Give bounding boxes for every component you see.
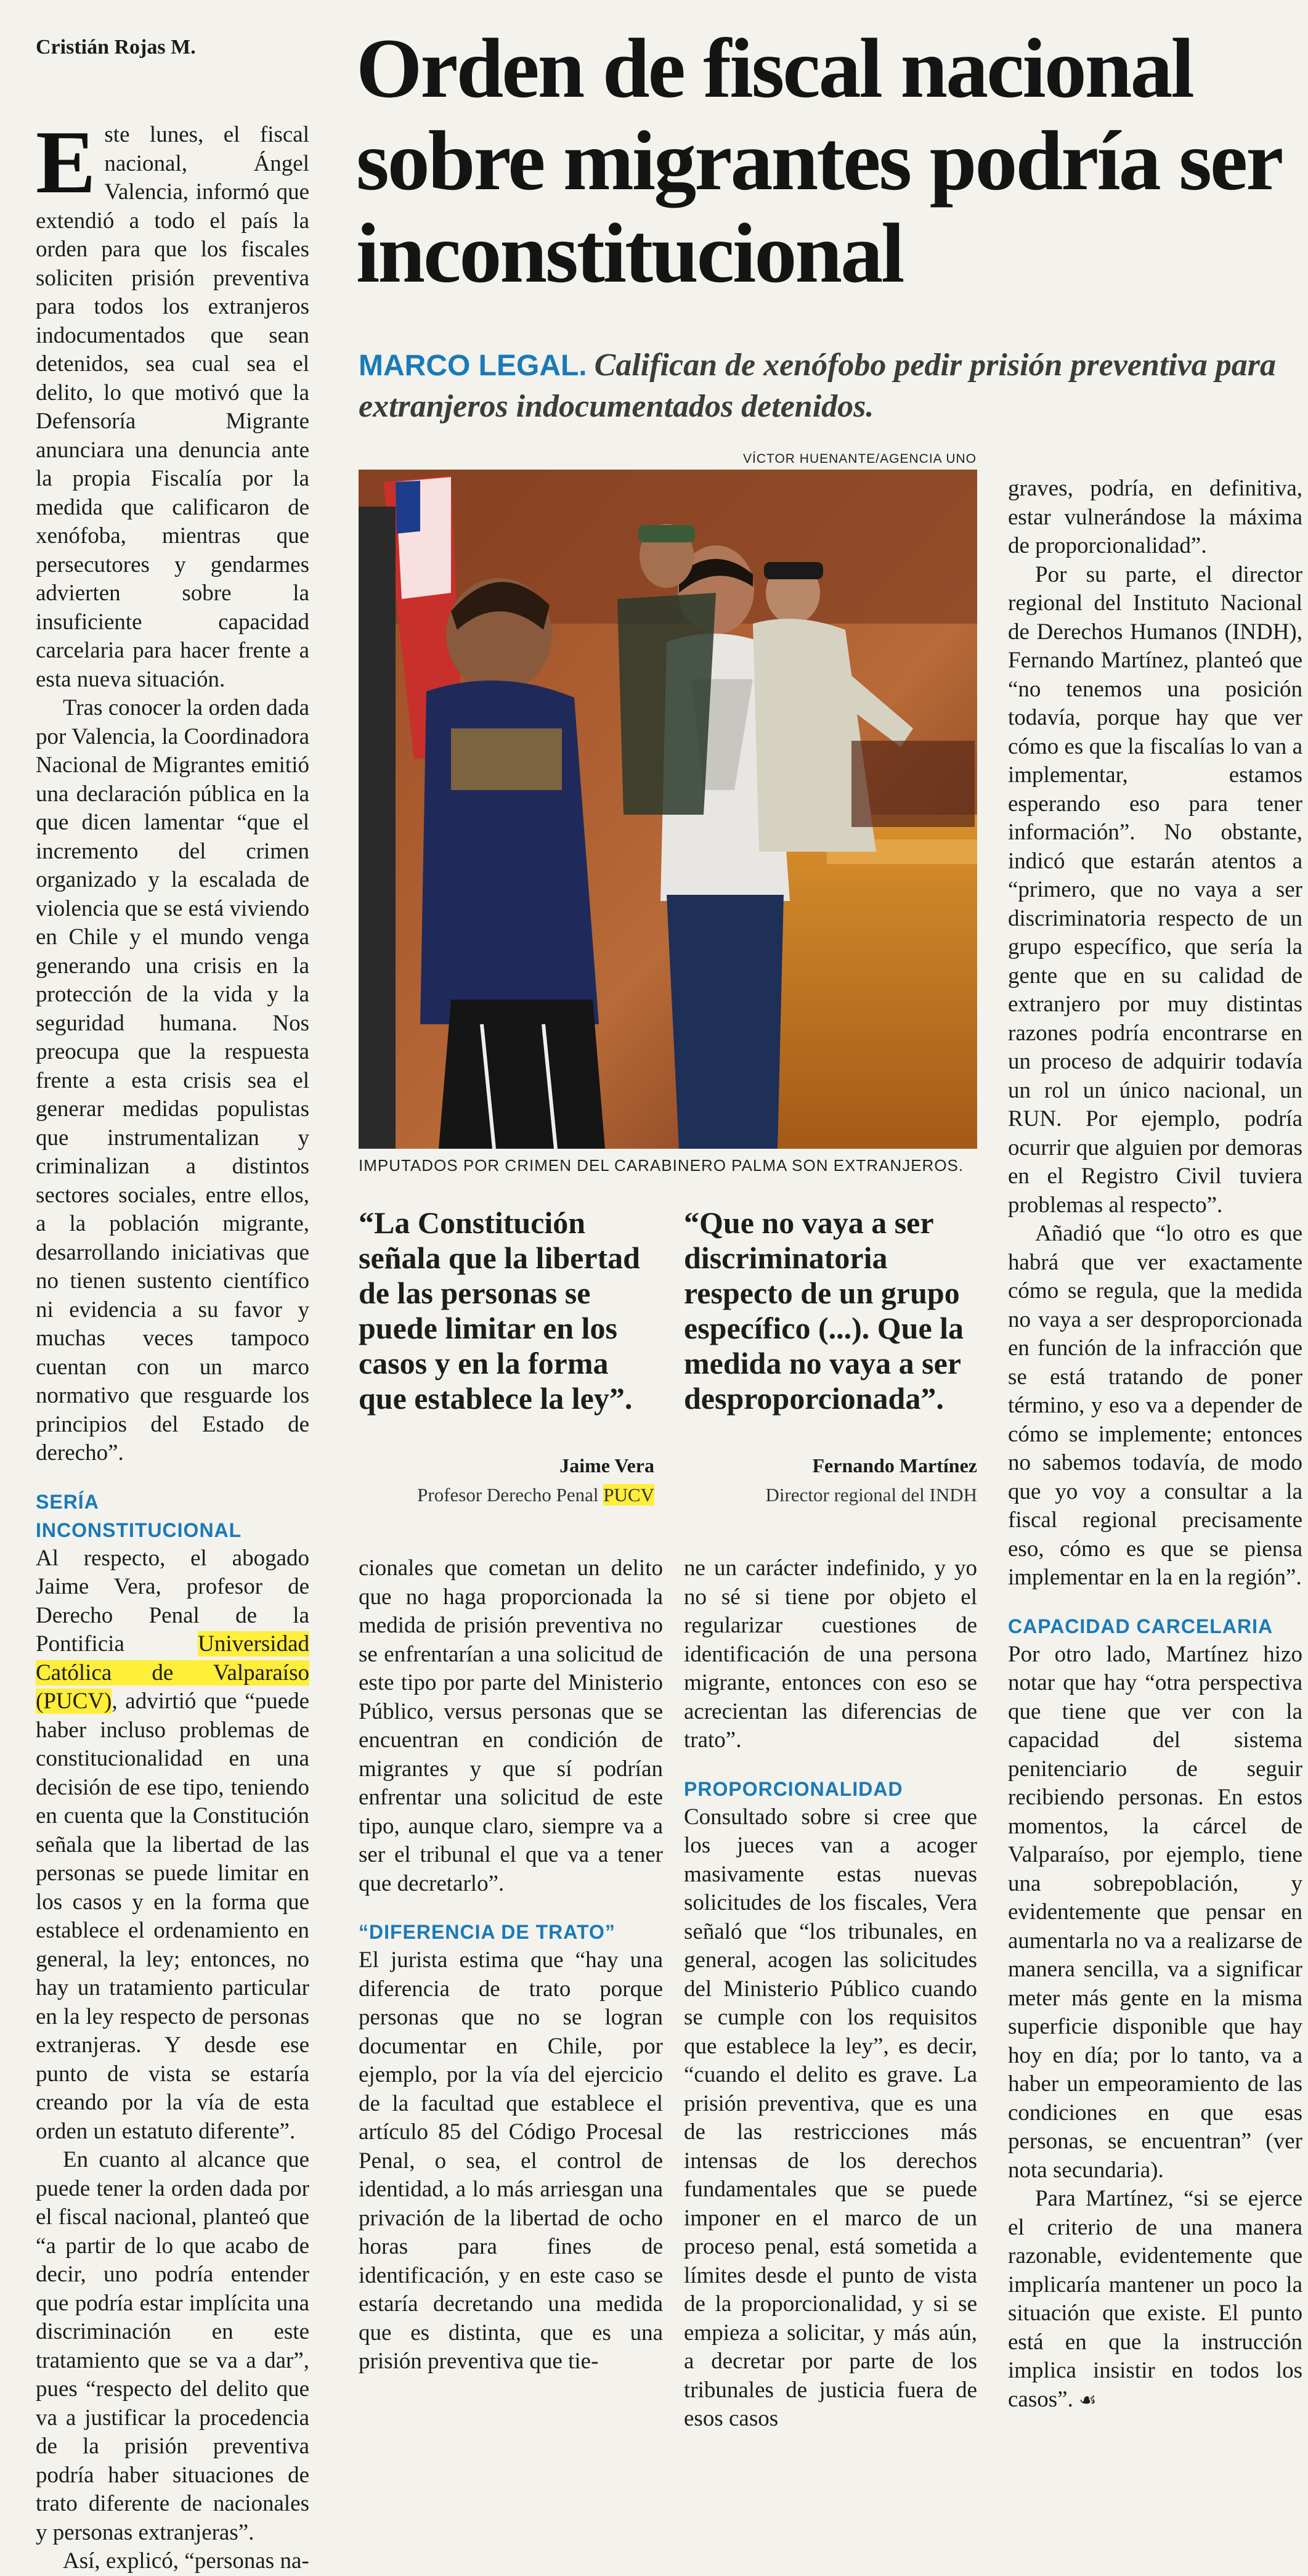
- paragraph: [36, 112, 309, 694]
- photo-caption: IMPUTADOS POR CRIMEN DEL CARABINERO PALMA SON EXTRANJEROS.: [359, 1156, 964, 1175]
- paragraph: [1008, 2185, 1302, 2414]
- subheading: “DIFERENCIA DE TRATO”: [359, 1921, 615, 1943]
- paragraph: Añadió que “lo otro es que habrá que ver exactamente cómo se regula, que la medida no vaya a ser desproporcionada en función de la infracción que se está tratando de poner término, y eso va a depender de cómo se implemente; entonces no sabemos todavía, de modo que yo voy a consultar a la fiscal regional precisamente eso, cómo es que se piensa implementar en la en la región”.: [1008, 1221, 1302, 1590]
- paragraph: cionales que cometan un delito que no haga proporcionada la medida de prisión preventiva no se enfrentarían a una solicitud de este tipo por parte del Ministerio Público, versus personas que se encuentran en condición de migrantes y que sí podrían enfrentar una solicitud de este tipo, aunque claro, siempre va a ser el tribunal el que va a tener que decretarlo”.: [359, 1555, 663, 1896]
- paragraph: Así, explicó, “personas na-: [63, 2548, 309, 2574]
- article-column-3: [684, 1554, 977, 2434]
- paragraph: graves, podría, en definitiva, estar vulnerándose la máxima de proporcionalidad”.: [1008, 476, 1302, 558]
- paragraph: ne un carácter indefinido, y yo no sé si tiene por objeto el regularizar cuestiones de identificación de una persona migrante, entonces con eso se acrecientan las diferencias de trato”.: [684, 1555, 977, 1753]
- highlighted-text: Universidad Católica de Valparaíso (PUCV): [36, 1631, 309, 1714]
- subheading: SERÍA INCONSTITUCIONAL: [36, 1490, 242, 1541]
- end-mark-icon: ☙: [1079, 2388, 1097, 2411]
- paragraph-text: Para Martínez, “si se ejerce el criterio de una manera razonable, evidentemente que implicaría mantener un poco la situación que existe. El punto está en que la instrucción implica insistir en todos los casos”.: [1008, 2186, 1302, 2412]
- paragraph-text: , advirtió que “puede haber incluso problemas de constitucionalidad en una decisión de ese tipo, teniendo en cuenta que la Constitución señala que la libertad de las personas se puede limitar en los casos y en la forma que establece el ordenamiento en general, la ley; entonces, no hay un tratamiento particular en la ley respecto de personas extranjeras. Y desde ese punto de vista se estaría creando por la vía de esta orden un estatuto diferente”.: [36, 1689, 309, 2144]
- photo-illustration: [359, 470, 977, 1149]
- deck: [359, 345, 1301, 427]
- drop-cap: E: [36, 112, 96, 212]
- article-column-4: [1008, 475, 1302, 2414]
- subheading: CAPACIDAD CARCELARIA: [1008, 1615, 1273, 1637]
- quote-role-text: Profesor Derecho Penal: [417, 1484, 604, 1506]
- paragraph: Por otro lado, Martínez hizo notar que hay “otra perspectiva que tiene que ver con la capacidad del sistema penitenciario de seguir recibiendo personas. En estos momentos, la cárcel de Valparaíso, por ejemplo, tiene una sobrepoblación, y evidentemente que pensar en aumentarla no va a realizarse de manera sencilla, va a significar meter más gente en la misma superficie disponible que hay hoy en día; por lo tanto, va a haber un empeoramiento de las condiciones en que esas personas, se encuentran” (ver nota secundaria).: [1008, 1641, 1302, 2183]
- paragraph: Consultado sobre si cree que los jueces van a acoger masivamente estas nuevas solicitudes de los fiscales, Vera señaló que “los tribunales, en general, acogen las solicitudes del Ministerio Público cuando se cumple con los requisitos que establece la ley”, es decir, “cuando el delito es grave. La prisión preventiva, que es una de las restricciones más intensas de los derechos fundamentales que se puede imponer en el marco de un proceso penal, está sometida a límites desde el punto de vista de la proporcionalidad, y si se empieza a solicitar, y más aún, a decretar por parte de los tribunales de justicia fuera de esos casos: [684, 1804, 977, 2431]
- article-column-1: [36, 112, 309, 2576]
- highlighted-text: PUCV: [603, 1484, 654, 1506]
- paragraph-text: Al respecto, el abogado Jaime Vera, profesor de Derecho Penal de la Pontificia: [36, 1545, 309, 1657]
- deck-kicker: MARCO LEGAL.: [359, 349, 587, 382]
- news-photo: [359, 470, 977, 1149]
- subheading: PROPORCIONALIDAD: [684, 1777, 903, 1800]
- paragraph: Tras conocer la orden dada por Valencia, la Coordinadora Nacional de Migrantes emitió una declaración pública en la que dicen lamentar “que el incremento del crimen organizado y la escalada de violencia que se está viviendo en Chile y el mundo venga generando una crisis en la protección de la vida y la seguridad humana. Nos preocupa que la respuesta frente a esta crisis sea el generar medidas populistas que instrumentalizan y criminalizan a distintos sectores sociales, entre ellos, a la población migrante, desarrollando iniciativas que no tienen sustento científico ni evidencia a su favor y muchas veces tampoco cuentan con un marco normativo que resguarde los principios del Estado de derecho”.: [36, 695, 309, 1465]
- quote-author-vera: Jaime Vera: [559, 1454, 654, 1477]
- paragraph: En cuanto al alcance que puede tener la orden dada por el fiscal nacional, planteó que “a partir de lo que acabo de decir, uno podría entender que podría estar implícita una discriminación en este tratamiento que se va a dar”, pues “respecto del delito que va a justificar la procedencia de la prisión preventiva podría haber situaciones de trato diferente de nacionales y personas extranjeras”.: [36, 2147, 309, 2545]
- paragraph: El jurista estima que “hay una diferencia de trato porque personas que no se logran documentar en Chile, por ejemplo, por la vía del ejercicio de la facultad que establece el artículo 85 del Código Procesal Penal, o sea, el control de identidad, a lo más arriesgan una privación de la libertad de ocho horas para fines de identificación, y en este caso se estaría decretando una medida que es distinta, que es una prisión preventiva que tie-: [359, 1947, 663, 2374]
- pull-quote-martinez: “Que no vaya a ser discriminatoria respecto de un grupo específico (...). Que la medida no vaya a ser desproporcionada”.: [684, 1205, 964, 1416]
- quote-role-martinez: Director regional del INDH: [765, 1484, 977, 1506]
- byline: Cristián Rojas M.: [36, 36, 196, 59]
- paragraph-text: ste lunes, el fiscal nacional, Ángel Valencia, informó que extendió a todo el país la orden para que los fiscales soliciten prisión preventiva para todos los extranjeros indocumentados que sean detenidos, sea cual sea el delito, lo que motivó que la Defensoría Migrante anunciara una denuncia ante la propia Fiscalía por la medida que calificaron de xenófoba, mientras que persecutores y gendarmes advierten sobre la insuficiente capacidad carcelaria para hacer frente a esta nueva situación.: [36, 122, 309, 692]
- paragraph: Por su parte, el director regional del Instituto Nacional de Derechos Humanos (INDH), Fernando Martínez, planteó que “no tenemos una posición todavía, porque hay que ver cómo es que la fiscalías lo van a implementar, estamos esperando eso para tener información”. No obstante, indicó que estarán atentos a “primero, que no vaya a ser discriminatoria respecto de un grupo específico, que sería la gente que en su calidad de extranjero por muy distintas razones podría encontrarse en un proceso de adquirir todavía un rol un único nacional, un RUN. Por ejemplo, podría ocurrir que alguien por demoras en el Registro Civil tuviera problemas al respecto”.: [1008, 561, 1302, 1218]
- deck-text: Califican de xenófobo pedir prisión preventiva para extranjeros indocumentados detenidos.: [359, 348, 1277, 424]
- quote-role-vera: [359, 1484, 654, 1506]
- pull-quote-vera: “La Constitución señala que la libertad de las personas se puede limitar en los casos y en la forma que establece la ley”.: [359, 1205, 640, 1416]
- headline: Orden de fiscal nacional sobre migrantes podría ser inconstitucional: [356, 21, 1280, 300]
- photo-credit: VÍCTOR HUENANTE/AGENCIA UNO: [743, 452, 977, 466]
- quote-author-martinez: Fernando Martínez: [812, 1454, 977, 1477]
- paragraph: [36, 1544, 309, 2146]
- article-column-2: [359, 1554, 663, 2376]
